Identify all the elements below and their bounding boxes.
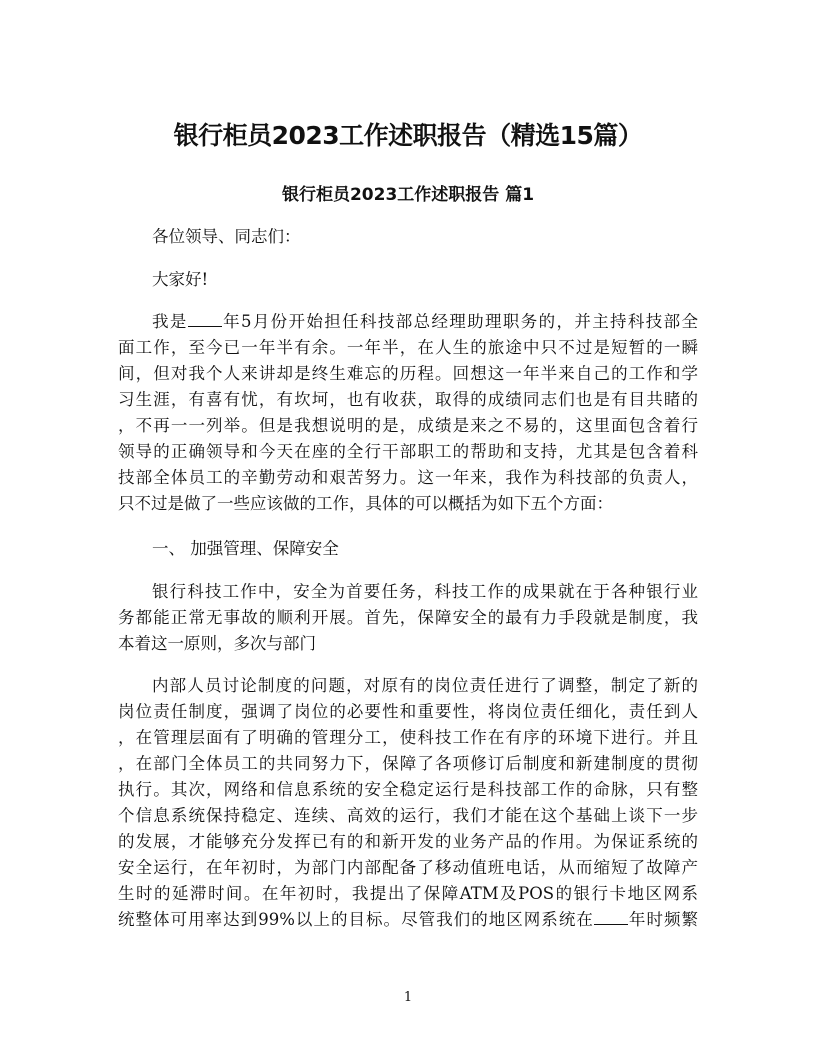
section-heading: 银行柜员2023工作述职报告 篇1	[281, 185, 535, 205]
paragraph-line: 技部全体员工的辛勤劳动和艰苦努力。这一年来，我作为科技部的负责人，	[118, 468, 698, 487]
paragraph-line: 生时的延滞时间。在年初时，我提出了保障ATM及POS的银行卡地区网系	[118, 884, 698, 903]
paragraph-line	[118, 309, 698, 335]
paragraph-line: ，在管理层面有了明确的管理分工，使科技工作在有序的环境下进行。并且	[118, 728, 698, 747]
paragraph-line: 面工作，至今已一年半有余。一年半，在人生的旅途中只不过是短暂的一瞬	[118, 338, 698, 357]
paragraph-line: 个信息系统保持稳定、连续、高效的运行，我们才能在这个基础上谈下一步	[118, 806, 698, 825]
paragraph-line: 间，但对我个人来讲却是终生难忘的历程。回想这一年半来自己的工作和学	[118, 364, 698, 383]
paragraph-3	[118, 673, 698, 933]
page-number: 1	[403, 990, 413, 1005]
section-heading-text: 一、 加强管理、保障安全	[152, 539, 339, 558]
paragraph-line: 领导的正确领导和今天在座的全行干部职工的帮助和支持，尤其是包含着科	[118, 442, 698, 461]
text: 我是	[152, 312, 188, 331]
hello	[118, 267, 698, 293]
paragraph-1	[118, 309, 698, 517]
fill-blank	[594, 910, 628, 925]
greeting-text: 各位领导、同志们：	[152, 227, 301, 246]
fill-blank	[188, 312, 222, 327]
paragraph-2	[118, 579, 698, 657]
section-1-heading	[118, 536, 698, 562]
document-title: 银行柜员2023工作述职报告（精选15篇）	[173, 121, 643, 150]
paragraph-line: 务都能正常无事故的顺利开展。首先，保障安全的最有力手段就是制度，我	[118, 608, 698, 627]
hello-text: 大家好!	[152, 270, 209, 289]
paragraph-line: 银行科技工作中，安全为首要任务，科技工作的成果就在于各种银行业	[152, 582, 698, 601]
paragraph-line: 只不过是做了一些应该做的工作，具体的可以概括为如下五个方面：	[118, 494, 613, 513]
paragraph-line: 习生涯，有喜有忧，有坎坷，也有收获，取得的成绩同志们也是有目共睹的	[118, 390, 698, 409]
text: 统整体可用率达到99%以上的目标。尽管我们的地区网系统在	[118, 910, 594, 929]
paragraph-line: ，不再一一列举。但是我想说明的是，成绩是来之不易的，这里面包含着行	[118, 416, 698, 435]
paragraph-line: 安全运行，在年初时，为部门内部配备了移动值班电话，从而缩短了故障产	[118, 858, 698, 877]
paragraph-line: ，在部门全体员工的共同努力下，保障了各项修订后制度和新建制度的贯彻	[118, 754, 698, 773]
paragraph-line: 执行。其次，网络和信息系统的安全稳定运行是科技部工作的命脉，只有整	[118, 780, 698, 799]
text: 年5月份开始担任科技部总经理助理职务的，并主持科技部全	[221, 312, 699, 331]
paragraph-line: 岗位责任制度，强调了岗位的必要性和重要性，将岗位责任细化，责任到人	[118, 702, 698, 721]
greeting	[118, 224, 698, 250]
paragraph-line: 本着这一原则，多次与部门	[118, 634, 316, 653]
paragraph-line	[118, 907, 698, 933]
text: 年时频繁	[627, 910, 698, 929]
paragraph-line: 内部人员讨论制度的问题，对原有的岗位责任进行了调整，制定了新的	[152, 676, 698, 695]
paragraph-line: 的发展，才能够充分发挥已有的和新开发的业务产品的作用。为保证系统的	[118, 832, 698, 851]
